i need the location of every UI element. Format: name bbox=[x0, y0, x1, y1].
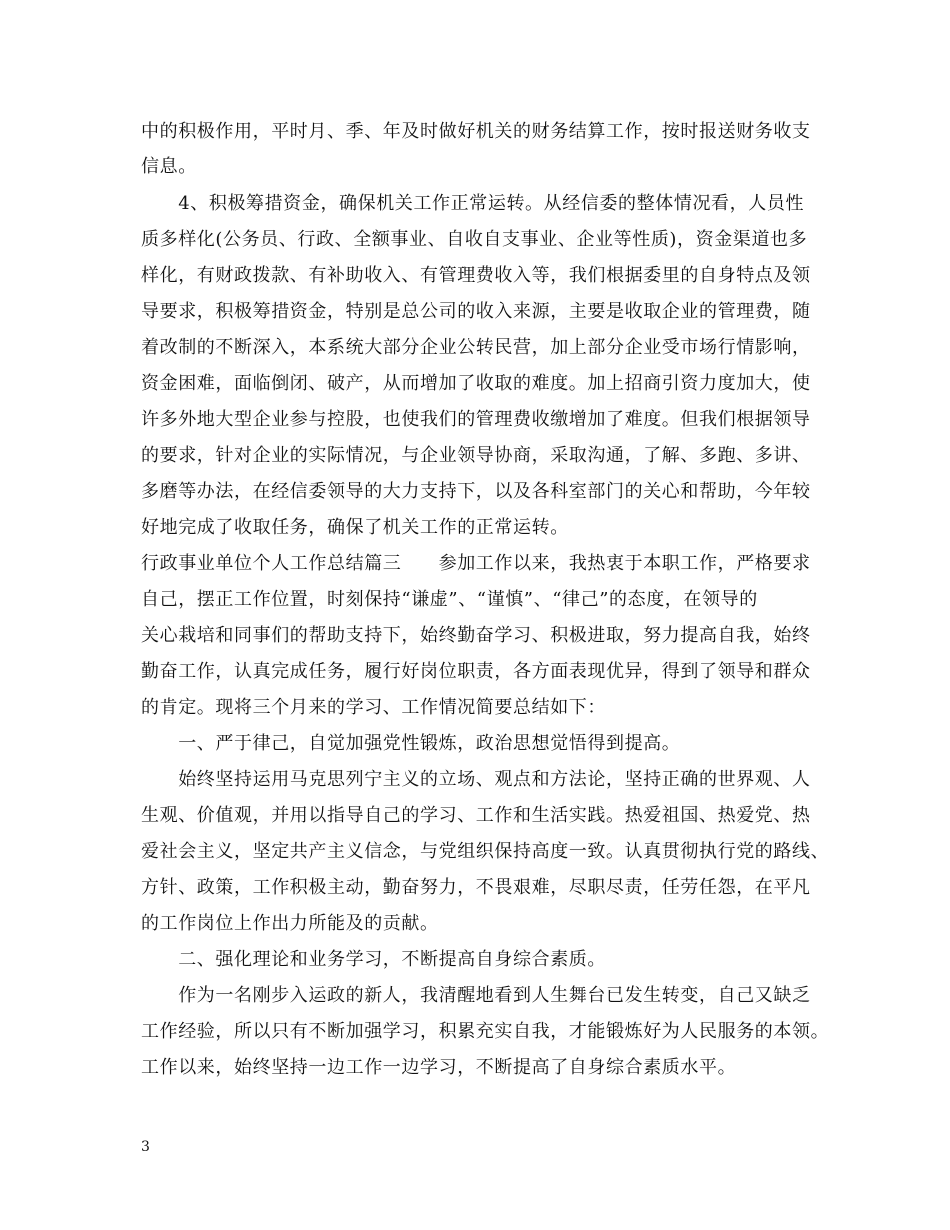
text-line: 的工作岗位上作出力所能及的贡献。 bbox=[141, 913, 439, 934]
text-line: 好地完成了收取任务，确保了机关工作的正常运转。 bbox=[141, 517, 569, 538]
text-line: 资金困难，面临倒闭、破产，从而增加了收取的难度。加上招商引资力度加大，使 bbox=[141, 373, 811, 394]
text-line: 导要求，积极筹措资金，特别是总公司的收入来源，主要是收取企业的管理费，随 bbox=[141, 301, 811, 322]
text-line: 质多样化(公务员、行政、全额事业、自收自支事业、企业等性质)，资金渠道也多 bbox=[141, 229, 808, 250]
text-line: 着改制的不断深入，本系统大部分企业公转民营，加上部分企业受市场行情影响， bbox=[141, 337, 811, 358]
text-line: 样化，有财政拨款、有补助收入、有管理费收入等，我们根据委里的自身特点及领 bbox=[141, 265, 811, 286]
text-line: 自己，摆正工作位置，时刻保持“谦虚”、“谨慎”、“律己”的态度，在领导的 bbox=[141, 589, 758, 610]
text-line: 爱社会主义，坚定共产主义信念，与党组织保持高度一致。认真贯彻执行党的路线、 bbox=[141, 841, 830, 862]
subheading-line: 一、严于律己，自觉加强党性锻炼，政治思想觉悟得到提高。 bbox=[141, 733, 681, 754]
text-line: 工作以来，始终坚持一边工作一边学习，不断提高了自身综合素质水平。 bbox=[141, 1057, 737, 1078]
text-line: 多磨等办法，在经信委领导的大力支持下，以及各科室部门的关心和帮助，今年较 bbox=[141, 481, 811, 502]
text-line: 生观、价值观，并用以指导自己的学习、工作和生活实践。热爱祖国、热爱党、热 bbox=[141, 805, 811, 826]
section-heading-line: 行政事业单位个人工作总结篇三 参加工作以来，我热衷于本职工作，严格要求 bbox=[141, 553, 811, 574]
text-line: 信息。 bbox=[141, 156, 197, 177]
text-line: 勤奋工作，认真完成任务，履行好岗位职责，各方面表现优异，得到了领导和群众 bbox=[141, 661, 811, 682]
text-line: 方针、政策，工作积极主动，勤奋努力，不畏艰难，尽职尽责，任劳任怨，在平凡 bbox=[141, 877, 811, 898]
text-line: 的肯定。现将三个月来的学习、工作情况简要总结如下： bbox=[141, 697, 606, 718]
text-line: 工作经验，所以只有不断加强学习，积累充实自我，才能锻炼好为人民服务的本领。 bbox=[141, 1021, 830, 1042]
page-number: 3 bbox=[141, 1139, 150, 1155]
text-line: 许多外地大型企业参与控股，也使我们的管理费收缴增加了难度。但我们根据领导 bbox=[141, 409, 811, 430]
text-line: 始终坚持运用马克思列宁主义的立场、观点和方法论，坚持正确的世界观、人 bbox=[141, 769, 811, 790]
subheading-line: 二、强化理论和业务学习，不断提高自身综合素质。 bbox=[141, 949, 606, 970]
text-line: 的要求，针对企业的实际情况，与企业领导协商，采取沟通，了解、多跑、多讲、 bbox=[141, 445, 811, 466]
text-line: 作为一名刚步入运政的新人，我清醒地看到人生舞台已发生转变，自己又缺乏 bbox=[141, 985, 811, 1006]
text-line: 关心栽培和同事们的帮助支持下，始终勤奋学习、积极进取，努力提高自我，始终 bbox=[141, 625, 811, 646]
text-line: 中的积极作用，平时月、季、年及时做好机关的财务结算工作，按时报送财务收支 bbox=[141, 121, 811, 142]
text-line: 4、积极筹措资金，确保机关工作正常运转。从经信委的整体情况看，人员性 bbox=[141, 193, 805, 214]
